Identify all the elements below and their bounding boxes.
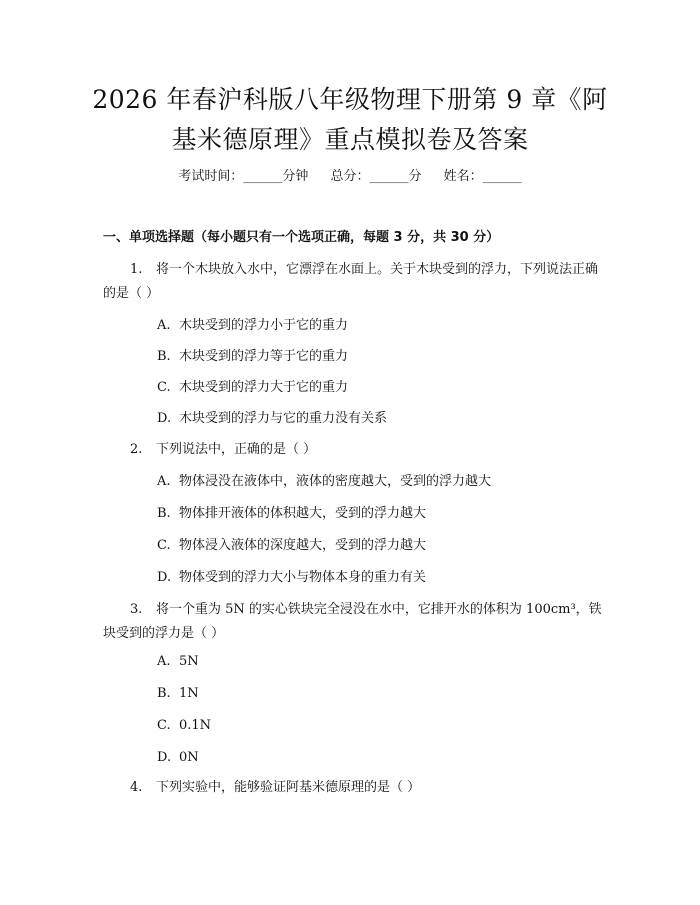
exam-time: 考试时间：______分钟	[178, 169, 309, 184]
option-2c	[157, 536, 426, 556]
option-1c	[157, 378, 348, 398]
option-3a	[157, 652, 199, 672]
option-text: 1N	[179, 686, 199, 701]
option-text: 0.1N	[179, 718, 212, 733]
section-heading: 一、单项选择题（每小题只有一个选项正确，每题 3 分，共 30 分）	[103, 230, 500, 245]
option-label: B.	[157, 686, 171, 701]
option-text: 物体浸没在液体中，液体的密度越大，受到的浮力越大	[179, 474, 492, 489]
question-text: 下列实验中，能够验证阿基米德原理的是（ ）	[156, 780, 421, 795]
option-text: 木块受到的浮力等于它的重力	[179, 349, 349, 364]
question-number: 2.	[130, 442, 143, 457]
option-2d	[157, 568, 426, 588]
option-label: C.	[157, 538, 171, 553]
option-1d	[157, 409, 387, 429]
option-label: A.	[157, 318, 171, 333]
option-2b	[157, 504, 426, 524]
option-text: 木块受到的浮力与它的重力没有关系	[179, 411, 388, 426]
option-label: A.	[157, 474, 171, 489]
option-3c	[157, 716, 211, 736]
option-text: 物体排开液体的体积越大，受到的浮力越大	[179, 506, 427, 521]
exam-title	[80, 80, 620, 160]
question-text: 将一个木块放入水中，它漂浮在水面上。关于木块受到的浮力，下列说法正确的是（ ）	[103, 262, 599, 301]
option-label: D.	[157, 570, 172, 585]
option-text: 物体浸入液体的深度越大，受到的浮力越大	[179, 538, 427, 553]
option-3d	[157, 748, 199, 768]
option-2a	[157, 472, 491, 492]
question-1	[103, 258, 608, 306]
question-number: 1.	[130, 262, 143, 277]
question-text: 下列说法中，正确的是（ ）	[156, 442, 317, 457]
option-text: 5N	[179, 654, 199, 669]
question-4	[103, 776, 608, 800]
option-label: B.	[157, 506, 171, 521]
option-1b	[157, 347, 348, 367]
option-label: A.	[157, 654, 171, 669]
question-number: 3.	[130, 602, 143, 617]
option-label: D.	[157, 750, 172, 765]
exam-meta	[0, 167, 700, 187]
option-text: 物体受到的浮力大小与物体本身的重力有关	[179, 570, 427, 585]
option-text: 0N	[179, 750, 199, 765]
option-label: C.	[157, 380, 171, 395]
option-text: 木块受到的浮力大于它的重力	[179, 380, 349, 395]
option-label: C.	[157, 718, 171, 733]
exam-score: 总分：______分	[330, 169, 422, 184]
student-name: 姓名：______	[443, 169, 522, 184]
question-2	[103, 438, 608, 462]
option-3b	[157, 684, 199, 704]
title-line-2: 基米德原理》重点模拟卷及答案	[171, 125, 529, 154]
option-1a	[157, 316, 348, 336]
question-3	[103, 598, 608, 646]
question-number: 4.	[130, 780, 143, 795]
option-label: B.	[157, 349, 171, 364]
option-text: 木块受到的浮力小于它的重力	[179, 318, 349, 333]
title-line-1: 2026 年春沪科版八年级物理下册第 9 章《阿	[92, 85, 608, 114]
question-text: 将一个重为 5N 的实心铁块完全浸没在水中，它排开水的体积为 100cm³，铁块受到的浮力是（ ）	[103, 602, 602, 641]
option-label: D.	[157, 411, 172, 426]
